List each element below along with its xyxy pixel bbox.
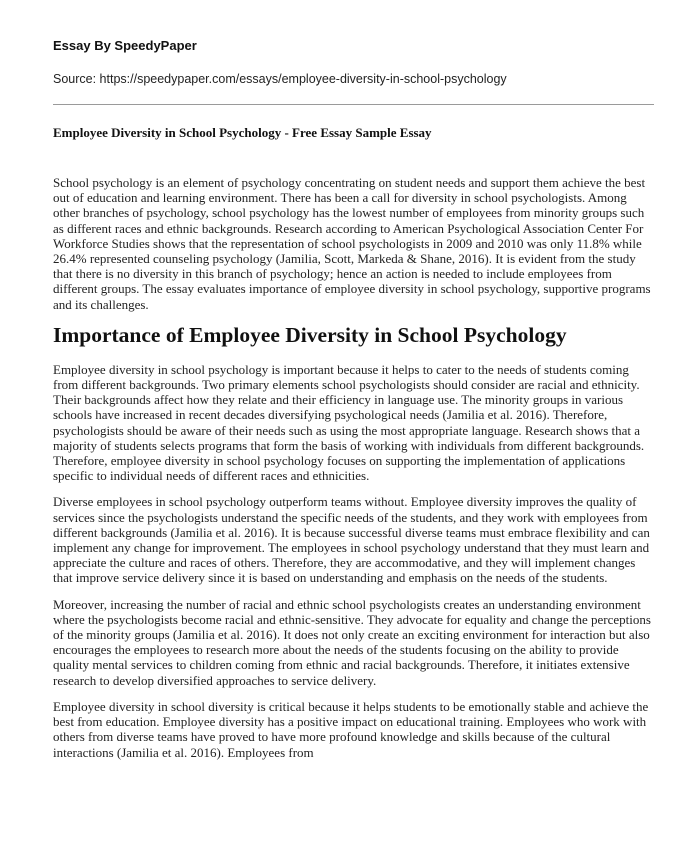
section-heading: Importance of Employee Diversity in School Psychology bbox=[53, 322, 567, 347]
body-paragraph-4: Employee diversity in school diversity is critical because it helps students to be emotionally stable and achieve the best from education. Employee diversity has a positive impact on educational training. Employees who work with others from diverse teams have proved to have more profound knowledge and skills because of the cultural interactions (Jamilia et al. 2016). Employees from bbox=[53, 698, 649, 760]
body-paragraph-3: Moreover, increasing the number of racial and ethnic school psychologists creates an understanding environment where the psychologists become racial and ethnic-sensitive. They advocate for equality and change the perceptions of the minority groups (Jamilia et al. 2016). It does not only create an exciting environment for interaction but also encourages the employees to research more about the needs of the students focusing on the ability to provide quality mental services to children coming from ethnic and racial backgrounds. Therefore, it initiates extensive research to develop diversified approaches to service delivery. bbox=[53, 596, 651, 688]
header-divider bbox=[53, 104, 654, 105]
source-url[interactable]: Source: https://speedypaper.com/essays/employee-diversity-in-school-psychology bbox=[53, 72, 507, 86]
body-paragraph-2: Diverse employees in school psychology outperform teams without. Employee diversity improves the quality of services since the psychologists understand the specific needs of the students, and they work with employees from different backgrounds (Jamilia et al. 2016). It is because successful diverse teams must embrace flexibility and can implement any change for improvement. The employees in school psychology understand that they must learn and appreciate the culture and races of others. Therefore, they are accommodative, and they will implement changes that improve service delivery since it is based on understanding and emphasis on the needs of the students. bbox=[53, 494, 650, 586]
brand-label: Essay By SpeedyPaper bbox=[53, 38, 197, 53]
intro-paragraph: School psychology is an element of psychology concentrating on student needs and support them achieve the best out of education and learning environment. There has been a call for diversity in school psychologists. Among other branches of psychology, school psychology has the lowest number of employees from minority groups such as different races and ethnic backgrounds. Research according to American Psychological Association Center For Workforce Studies shows that the representation of school psychologists in 2009 and 2010 was only 11.8% while 26.4% represented counseling psychology (Jamilia, Scott, Markeda & Shane, 2016). It is evident from the study that there is no diversity in this branch of psychology; hence an action is needed to include employees from different groups. The essay evaluates importance of employee diversity in school psychology, supportive programs and its challenges. bbox=[53, 175, 651, 312]
body-paragraph-1: Employee diversity in school psychology is important because it helps to cater to the needs of students coming from different backgrounds. Two primary elements school psychologists should consider are racial and ethnicity. Their backgrounds affect how they relate and their efficiency in language use. The minority groups in various schools have increased in recent decades diversifying psychological needs (Jamilia et al. 2016). Therefore, psychologists should be aware of their needs such as using the most appropriate language. Research shows that a majority of students selects programs that form the basis of working with individuals from different backgrounds. Therefore, employee diversity in school psychology focuses on supporting the implementation of applications specific to individual needs of different races and ethnicities. bbox=[53, 361, 645, 484]
document-title: Employee Diversity in School Psychology - Free Essay Sample Essay bbox=[53, 125, 432, 140]
